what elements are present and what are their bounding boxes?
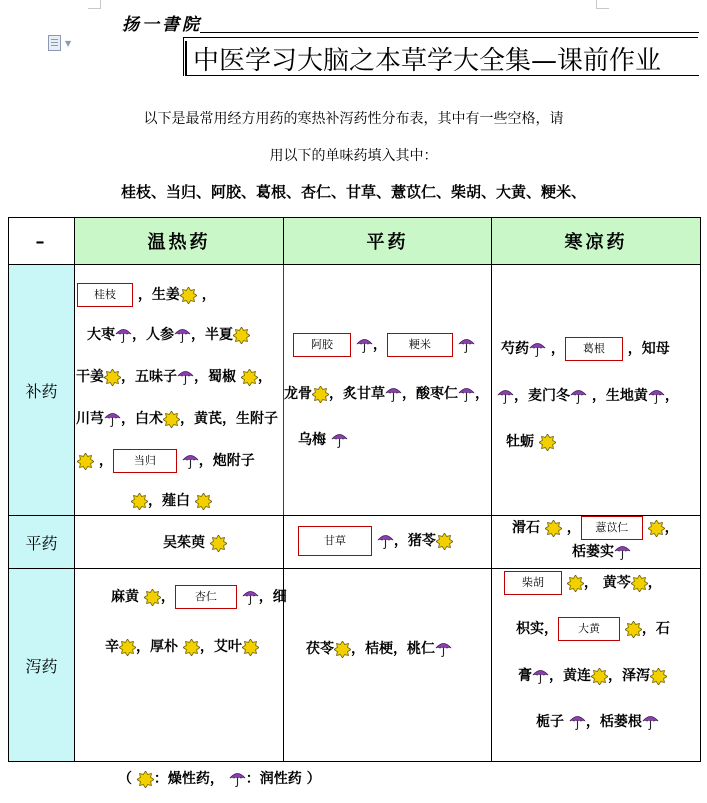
dry-sun-icon [539, 434, 556, 451]
cell-neutral-cold: 滑石 ， 薏苡仁 ， 栝蒌实 [492, 516, 701, 569]
moist-umbrella-icon [458, 336, 475, 354]
page-corner-mark-left [88, 0, 101, 9]
herb-aiye: 艾叶 [213, 639, 242, 655]
moist-umbrella-icon [177, 368, 194, 386]
cell-purge-cold: 柴胡 ， 黄芩 ， 枳实， 大黄 ，石 膏 ，黄连 ，泽泻 栀子 ，栝蒌根 [492, 569, 701, 762]
row-header-purge: 泻药 [9, 569, 75, 762]
dry-sun-icon [648, 520, 665, 537]
intro-line-2: 用以下的单味药填入其中： [269, 148, 438, 164]
dry-sun-icon [180, 287, 197, 304]
herb-huangqin: 黄芩 [602, 575, 631, 591]
herb-gualougen: 栝蒌根 [599, 714, 642, 730]
cell-purge-neutral: 茯苓 ，桔梗，桃仁 [284, 569, 492, 762]
moist-umbrella-icon [648, 387, 665, 405]
dry-sun-icon [545, 520, 562, 537]
herb-chuanxiong: 川芎 [76, 411, 104, 427]
document-options-icon[interactable]: ▼ [48, 35, 71, 51]
herb-xixin-part2: 辛 [105, 639, 119, 655]
column-header-neutral: 平药 [284, 218, 492, 265]
moist-umbrella-icon [497, 387, 514, 405]
row-header-tonify: 补药 [9, 265, 75, 516]
moist-umbrella-icon [435, 640, 452, 658]
dry-sun-icon [183, 639, 200, 656]
dry-sun-icon [242, 639, 259, 656]
herb-muli: 牡蛎 [506, 434, 534, 450]
moist-umbrella-icon [642, 713, 659, 731]
dry-sun-icon [567, 575, 584, 592]
header-rule [200, 32, 699, 33]
herb-list: 桂枝、当归、阿胶、葛根、杏仁、甘草、薏苡仁、柴胡、大黄、粳米、 [120, 183, 586, 201]
answer-box-danggui[interactable]: 当归 [113, 449, 177, 473]
moist-umbrella-icon [331, 431, 348, 449]
herb-shujiao: 蜀椒 [208, 369, 236, 385]
herb-huashi: 滑石 [512, 520, 540, 536]
herb-wuweizi: 五味子 [135, 369, 177, 385]
table-corner: – [9, 218, 75, 265]
herb-taoren: 桃仁 [407, 641, 435, 657]
dry-sun-icon [104, 369, 121, 386]
herb-shengfuzi: 生附子 [236, 411, 278, 427]
answer-box-chaihu[interactable]: 柴胡 [504, 571, 562, 595]
herb-paofuzi: 炮附子 [212, 453, 255, 469]
dry-sun-icon [625, 621, 642, 638]
cell-neutral-warm [75, 516, 284, 569]
dry-sun-icon [77, 453, 94, 470]
herb-renshen: 人参 [146, 327, 174, 343]
dry-sun-icon [119, 639, 136, 656]
moist-umbrella-icon [614, 543, 631, 561]
herb-shengdihuang: 生地黄 [605, 388, 648, 404]
answer-box-gegen[interactable]: 葛根 [565, 337, 623, 361]
herb-huangqi: 黄芪 [194, 411, 222, 427]
moist-umbrella-icon [532, 667, 549, 685]
column-header-cold: 寒凉药 [492, 218, 701, 265]
brand-logo: 扬一書院 [122, 15, 202, 35]
moist-umbrella-icon [569, 713, 586, 731]
moist-umbrella-icon [182, 452, 199, 470]
herb-fuling: 茯苓 [306, 641, 334, 657]
dry-sun-icon [436, 533, 453, 550]
herb-houpo: 厚朴 [150, 639, 178, 655]
answer-box-guizhi[interactable]: 桂枝 [77, 283, 133, 307]
herb-jiegeng: 桔梗 [365, 641, 393, 657]
dry-sun-icon [334, 641, 351, 658]
herb-zexie: 泽泻 [622, 668, 650, 684]
moist-umbrella-icon [385, 385, 402, 403]
moist-umbrella-icon [356, 336, 373, 354]
answer-box-xingren[interactable]: 杏仁 [175, 585, 237, 609]
moist-umbrella-icon [174, 326, 191, 344]
herb-zhizi: 栀子 [536, 714, 564, 730]
column-header-warm: 温热药 [75, 218, 284, 265]
herb-shigao-part2: 膏 [518, 668, 532, 684]
cell-tonify-warm: 桂枝 ，生姜 ， 大枣 ，人参 ，半夏 干姜 ，五味子 ，蜀椒 ， 川芎 ，白术 ，黄芪，生附子 ， 当归 ，炮附子 ，薤白 [75, 265, 284, 516]
herb-ganjiang: 干姜 [76, 369, 104, 385]
legend-moist-label: 润性药 [259, 771, 302, 787]
dry-sun-icon [233, 327, 250, 344]
dry-sun-icon [144, 589, 161, 606]
moist-umbrella-icon [242, 588, 259, 606]
answer-box-yiyiren[interactable]: 薏苡仁 [581, 516, 643, 540]
legend-dry-label: 燥性药 [167, 771, 210, 787]
dry-sun-icon [631, 575, 648, 592]
dry-sun-icon [241, 369, 258, 386]
herb-maimendong: 麦门冬 [528, 388, 570, 404]
moist-umbrella-icon [115, 326, 132, 344]
herb-xixin-part1: 细 [272, 589, 287, 605]
legend-umbrella-icon [229, 770, 246, 788]
cell-purge-warm: 麻黄 ， 杏仁 ，细 辛 ，厚朴 ，艾叶 [75, 569, 284, 762]
dry-sun-icon [591, 668, 608, 685]
cell-neutral-neutral: 甘草 ，猪苓 [284, 516, 492, 569]
herb-shigao-part1: 石 [655, 621, 670, 637]
legend: （ ：燥性药， ：润性药 ） [118, 771, 321, 787]
dry-sun-icon [210, 535, 227, 552]
herb-mahuang: 麻黄 [111, 589, 139, 605]
page-title: 中医学习大脑之本草学大全集—课前作业 [193, 46, 662, 76]
herb-wumei: 乌梅 [298, 432, 326, 448]
herb-shaoyao: 芍药 [501, 341, 529, 357]
herb-shengjiang: 生姜 [151, 287, 180, 303]
herb-baizhu: 白术 [135, 411, 163, 427]
cell-tonify-neutral: 阿胶 ， 粳米 龙骨 ，炙甘草 ，酸枣仁 ， 乌梅 [284, 265, 492, 516]
page-corner-mark-right [596, 0, 609, 9]
answer-box-gancao[interactable]: 甘草 [298, 526, 372, 556]
dry-sun-icon [195, 493, 212, 510]
moist-umbrella-icon [529, 340, 546, 358]
cell-tonify-cold: 芍药 ， 葛根 ，知母 ，麦门冬 ，生地黄 ， 牡蛎 [492, 265, 701, 516]
dry-sun-icon [131, 493, 148, 510]
answer-box-jingmi[interactable]: 粳米 [387, 333, 453, 357]
herb-zhimu: 知母 [641, 341, 670, 357]
herb-gualoushi: 栝蒌实 [572, 544, 614, 560]
moist-umbrella-icon [104, 410, 121, 428]
dry-sun-icon [312, 386, 329, 403]
row-header-neutral: 平药 [9, 516, 75, 569]
answer-box-ejiao[interactable]: 阿胶 [293, 333, 351, 357]
herb-suanzaoren: 酸枣仁 [416, 386, 458, 402]
herb-xiebai: 薤白 [162, 493, 190, 509]
herb-huanglian: 黄连 [563, 668, 591, 684]
legend-sun-icon [137, 771, 154, 788]
herb-banxia: 半夏 [205, 327, 233, 343]
moist-umbrella-icon [570, 387, 587, 405]
herb-zhigancao: 炙甘草 [343, 386, 385, 402]
dry-sun-icon [163, 411, 180, 428]
moist-umbrella-icon [377, 532, 394, 550]
herb-wuzhuyu: 吴茱萸 [163, 535, 205, 551]
herb-longgu: 龙骨 [284, 386, 312, 402]
dry-sun-icon [650, 668, 667, 685]
moist-umbrella-icon [458, 385, 475, 403]
intro-line-1: 以下是最常用经方用药的寒热补泻药性分布表，其中有一些空格，请 [143, 111, 564, 127]
herb-zhishi: 枳实 [516, 621, 544, 637]
herb-dazao: 大枣 [87, 327, 115, 343]
answer-box-dahuang[interactable]: 大黄 [558, 617, 620, 641]
herb-property-table [8, 217, 701, 762]
herb-zhuling: 猪苓 [407, 533, 436, 549]
